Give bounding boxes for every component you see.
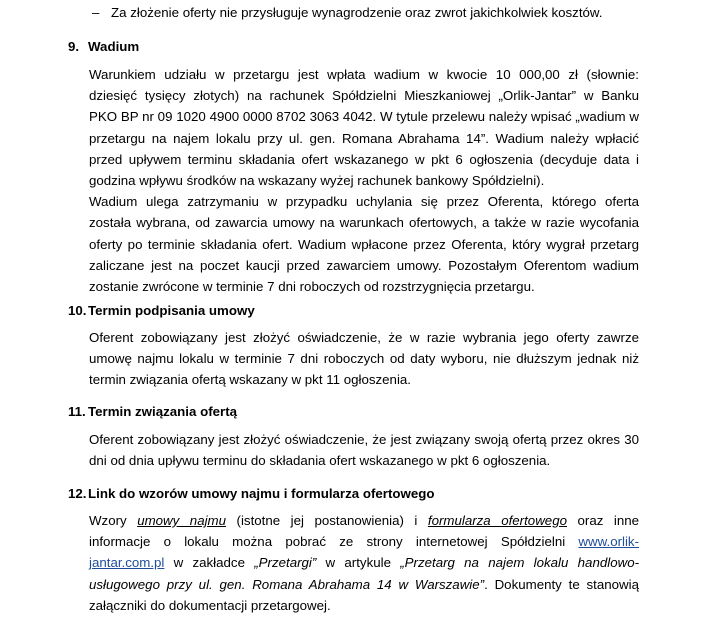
section-11-body — [89, 429, 639, 471]
section-number: 11. — [68, 404, 86, 419]
section-heading-11 — [68, 403, 237, 421]
text-line: Wadium ulega zatrzymaniu w przypadku uchylania się przez Oferenta, którego oferta — [89, 194, 639, 210]
text-run: „Przetarg na najem lokalu handlowo- — [400, 555, 640, 571]
section-12-body — [89, 510, 639, 616]
text-line: załączniki do dokumentacji przetargowej. — [89, 597, 331, 613]
text-run: informacje o lokalu można pobrać ze strony internetowej Spółdzielni — [89, 534, 579, 550]
text-line: umowę najmu lokalu w terminie 7 dni roboczych od daty wyboru, nie dłuższym jednak niż — [89, 351, 639, 367]
text-line — [89, 531, 639, 552]
text-line: została wybrana, od zawarcia umowy na warunkach ofertowych, a także w razie wycofania — [89, 215, 639, 231]
text-run: (istotne jej postanowienia) i — [226, 513, 428, 528]
text-run: „Przetargi” — [254, 555, 317, 571]
umowa-najmu-link[interactable]: umowy najmu — [137, 513, 227, 528]
text-line — [89, 552, 639, 573]
section-heading-12 — [68, 485, 434, 503]
section-9-body — [89, 64, 639, 297]
text-run: w zakładce — [164, 555, 255, 571]
section-10-body — [89, 327, 639, 391]
list-item — [92, 4, 602, 22]
text-line: przetargu na najem lokalu przy ul. gen. Romana Abrahama 14”. Wadium należy wpłacić — [89, 130, 639, 146]
text-line: termin związania ofertą wskazany w pkt 11 ogłoszenia. — [89, 372, 411, 388]
section-title: Link do wzorów umowy najmu i formularza ofertowego — [88, 486, 435, 501]
formularz-ofertowy-link[interactable]: formularza ofertowego — [427, 513, 567, 528]
text-line: Oferent zobowiązany jest złożyć oświadczenie, że w razie wybrania jego oferty zawrze — [89, 330, 639, 345]
text-line: oferty po terminie składania ofert. Wadium wpłacone przez Oferenta, który wygrał przetarg — [89, 236, 639, 252]
section-title: Termin podpisania umowy — [88, 303, 255, 318]
section-heading-9 — [68, 38, 139, 56]
text-line: zaliczane jest na poczet kaucji przed zawarciem umowy. Pozostałym Oferentom wadium — [89, 257, 639, 273]
text-line: przed upływem terminu składania ofert wskazanego w pkt 6 ogłoszenia (decyduje data i — [89, 151, 639, 167]
section-heading-10 — [68, 302, 255, 320]
text-run: Wzory — [89, 513, 138, 528]
text-run: usługowego przy ul. gen. Romana Abrahama 14 w Warszawie” — [89, 576, 485, 592]
list-item-text: Za złożenie oferty nie przysługuje wynagrodzenie oraz zwrot jakichkolwiek kosztów. — [111, 5, 603, 20]
text-line: zostanie zwrócone w terminie 7 dni roboczych od rozstrzygnięcia przetargu. — [89, 279, 535, 295]
section-number: 10. — [68, 303, 87, 318]
text-run: oraz inne — [566, 513, 640, 528]
text-line: Warunkiem udziału w przetargu jest wpłata wadium w kwocie 10 000,00 zł (słownie: — [89, 67, 639, 82]
website-link[interactable]: www.orlik- — [578, 534, 639, 550]
text-run: . Dokumenty te stanowią — [484, 576, 639, 592]
section-number: 9. — [68, 39, 80, 54]
section-title: Termin związania ofertą — [88, 404, 238, 419]
text-line — [89, 574, 639, 595]
text-run: w artykule — [316, 555, 401, 571]
text-line: PKO BP nr 09 1020 4900 0000 8702 3063 4042. W tytule przelewu należy wpisać „wadium w — [89, 109, 639, 125]
section-title: Wadium — [88, 39, 140, 54]
text-line: Oferent zobowiązany jest złożyć oświadczenie, że jest związany swoją ofertą przez okres 30 — [89, 432, 639, 447]
list-dash: – — [92, 5, 100, 20]
section-number: 12. — [68, 486, 87, 501]
text-line — [89, 510, 639, 531]
text-line: godzina wpływu środków na wskazany wyżej rachunek bankowy Spółdzielni). — [89, 173, 545, 189]
website-link[interactable]: jantar.com.pl — [89, 555, 165, 571]
text-line: dni od dnia upływu terminu do składania ofert wskazanego w pkt 6 ogłoszenia. — [89, 453, 551, 469]
text-line: dziesięć tysięcy złotych) na rachunek Spółdzielni Mieszkaniowej „Orlik-Jantar” w Banku — [89, 88, 639, 104]
